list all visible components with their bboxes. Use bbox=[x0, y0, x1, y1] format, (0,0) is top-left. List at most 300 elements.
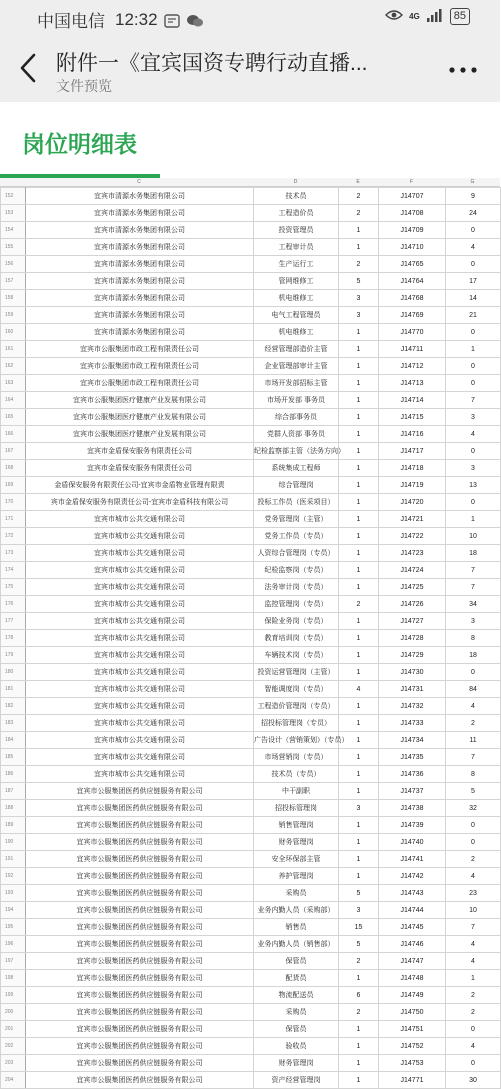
headcount-cell[interactable]: 1 bbox=[339, 664, 379, 681]
applicant-count-cell[interactable]: 17 bbox=[446, 273, 501, 290]
company-cell[interactable]: 宜宾市公服集团医药供应链服务有限公司 bbox=[26, 953, 254, 970]
headcount-cell[interactable]: 1 bbox=[339, 715, 379, 732]
applicant-count-cell[interactable]: 1 bbox=[446, 970, 501, 987]
company-cell[interactable]: 宜宾市清源水务集团有限公司 bbox=[26, 307, 254, 324]
company-cell[interactable]: 宜宾市公服集团医药供应链服务有限公司 bbox=[26, 1038, 254, 1055]
applicant-count-cell[interactable]: 34 bbox=[446, 596, 501, 613]
company-cell[interactable]: 宜宾市公服集团医药供应链服务有限公司 bbox=[26, 1072, 254, 1089]
company-cell[interactable]: 宜宾市公服集团医药供应链服务有限公司 bbox=[26, 919, 254, 936]
headcount-cell[interactable]: 1 bbox=[339, 460, 379, 477]
position-code-cell[interactable]: J14726 bbox=[379, 596, 446, 613]
company-cell[interactable]: 宜宾市城市公共交通有限公司 bbox=[26, 698, 254, 715]
position-cell[interactable]: 经营管理部造价主管 bbox=[254, 341, 339, 358]
position-code-cell[interactable]: J14744 bbox=[379, 902, 446, 919]
applicant-count-cell[interactable]: 5 bbox=[446, 783, 501, 800]
company-cell[interactable]: 宜宾市清源水务集团有限公司 bbox=[26, 324, 254, 341]
position-cell[interactable]: 广告设计（营销策划）（专员） bbox=[254, 732, 339, 749]
company-cell[interactable]: 宜宾市公服集团医药供应链服务有限公司 bbox=[26, 817, 254, 834]
position-cell[interactable]: 招投标管理岗 bbox=[254, 800, 339, 817]
position-code-cell[interactable]: J14714 bbox=[379, 392, 446, 409]
status-left bbox=[37, 7, 202, 32]
applicant-count-cell[interactable]: 0 bbox=[446, 834, 501, 851]
position-code-cell[interactable]: J14727 bbox=[379, 613, 446, 630]
position-cell[interactable]: 技术员（专员） bbox=[254, 766, 339, 783]
headcount-cell[interactable]: 1 bbox=[339, 511, 379, 528]
position-code-cell[interactable]: J14735 bbox=[379, 749, 446, 766]
applicant-count-cell[interactable]: 13 bbox=[446, 477, 501, 494]
position-cell[interactable]: 机电维修工 bbox=[254, 324, 339, 341]
table-row bbox=[1, 579, 501, 596]
position-cell[interactable]: 采购员 bbox=[254, 885, 339, 902]
applicant-count-cell[interactable]: 0 bbox=[446, 817, 501, 834]
headcount-cell[interactable]: 1 bbox=[339, 341, 379, 358]
applicant-count-cell[interactable]: 3 bbox=[446, 460, 501, 477]
company-cell[interactable]: 金盾保安服务有限责任公司-宜宾市金盾物业管理有限责 bbox=[26, 477, 254, 494]
table-row bbox=[1, 732, 501, 749]
position-code-cell[interactable]: J14716 bbox=[379, 426, 446, 443]
company-cell[interactable]: 宜宾市城市公共交通有限公司 bbox=[26, 647, 254, 664]
applicant-count-cell[interactable]: 0 bbox=[446, 324, 501, 341]
position-code-cell[interactable]: J14730 bbox=[379, 664, 446, 681]
sheet-tab-label[interactable]: 岗位明细表 bbox=[22, 131, 137, 157]
company-cell[interactable]: 宜宾市城市公共交通有限公司 bbox=[26, 664, 254, 681]
more-options-button[interactable] bbox=[446, 58, 480, 82]
headcount-cell[interactable]: 1 bbox=[339, 562, 379, 579]
position-cell[interactable]: 党群人资部 事务员 bbox=[254, 426, 339, 443]
applicant-count-cell[interactable]: 7 bbox=[446, 392, 501, 409]
position-cell[interactable]: 系统集成工程师 bbox=[254, 460, 339, 477]
headcount-cell[interactable]: 1 bbox=[339, 630, 379, 647]
company-cell[interactable]: 宜宾市清源水务集团有限公司 bbox=[26, 205, 254, 222]
table-row bbox=[1, 426, 501, 443]
applicant-count-cell[interactable]: 23 bbox=[446, 885, 501, 902]
applicant-count-cell[interactable]: 32 bbox=[446, 800, 501, 817]
position-cell[interactable]: 保管员 bbox=[254, 953, 339, 970]
company-cell[interactable]: 宜宾市城市公共交通有限公司 bbox=[26, 715, 254, 732]
position-code-cell[interactable]: J14723 bbox=[379, 545, 446, 562]
position-code-cell[interactable]: J14750 bbox=[379, 1004, 446, 1021]
row-number: 183 bbox=[1, 715, 26, 732]
column-header-d[interactable]: D bbox=[293, 179, 298, 185]
row-number: 185 bbox=[1, 749, 26, 766]
headcount-cell[interactable]: 2 bbox=[339, 596, 379, 613]
position-code-cell[interactable]: J14751 bbox=[379, 1021, 446, 1038]
applicant-count-cell[interactable]: 0 bbox=[446, 358, 501, 375]
position-cell[interactable]: 法务审计岗（专员） bbox=[254, 579, 339, 596]
applicant-count-cell[interactable]: 8 bbox=[446, 766, 501, 783]
position-code-cell[interactable]: J14717 bbox=[379, 443, 446, 460]
applicant-count-cell[interactable]: 2 bbox=[446, 1004, 501, 1021]
headcount-cell[interactable]: 5 bbox=[339, 885, 379, 902]
applicant-count-cell[interactable]: 0 bbox=[446, 222, 501, 239]
row-number: 168 bbox=[1, 460, 26, 477]
position-cell[interactable]: 中干副职 bbox=[254, 783, 339, 800]
applicant-count-cell[interactable]: 84 bbox=[446, 681, 501, 698]
position-code-cell[interactable]: J14742 bbox=[379, 868, 446, 885]
position-cell[interactable]: 企业管理部审计主管 bbox=[254, 358, 339, 375]
table-row bbox=[1, 664, 501, 681]
company-cell[interactable]: 宜宾市城市公共交通有限公司 bbox=[26, 766, 254, 783]
company-cell[interactable]: 宜宾市公服集团医药供应链服务有限公司 bbox=[26, 936, 254, 953]
headcount-cell[interactable]: 3 bbox=[339, 290, 379, 307]
document-title: 附件一《宜宾国资专聘行动直播... bbox=[56, 52, 368, 75]
position-cell[interactable]: 人资综合管理岗（专员） bbox=[254, 545, 339, 562]
position-code-cell[interactable]: J14770 bbox=[379, 324, 446, 341]
applicant-count-cell[interactable]: 7 bbox=[446, 562, 501, 579]
applicant-count-cell[interactable]: 9 bbox=[446, 188, 501, 205]
applicant-count-cell[interactable]: 7 bbox=[446, 749, 501, 766]
company-cell[interactable]: 宜宾市城市公共交通有限公司 bbox=[26, 545, 254, 562]
position-cell[interactable]: 资产经营管理岗 bbox=[254, 1072, 339, 1089]
position-cell[interactable]: 配货员 bbox=[254, 970, 339, 987]
applicant-count-cell[interactable]: 4 bbox=[446, 698, 501, 715]
applicant-count-cell[interactable]: 24 bbox=[446, 205, 501, 222]
position-cell[interactable]: 采购员 bbox=[254, 1004, 339, 1021]
headcount-cell[interactable]: 1 bbox=[339, 783, 379, 800]
headcount-cell[interactable]: 1 bbox=[339, 970, 379, 987]
headcount-cell[interactable]: 1 bbox=[339, 375, 379, 392]
applicant-count-cell[interactable]: 7 bbox=[446, 919, 501, 936]
position-code-cell[interactable]: J14713 bbox=[379, 375, 446, 392]
company-cell[interactable]: 宜宾市公服集团市政工程有限责任公司 bbox=[26, 358, 254, 375]
company-cell[interactable]: 宜宾市公服集团医药供应链服务有限公司 bbox=[26, 987, 254, 1004]
applicant-count-cell[interactable]: 14 bbox=[446, 290, 501, 307]
applicant-count-cell[interactable]: 0 bbox=[446, 1021, 501, 1038]
company-cell[interactable]: 宜宾市城市公共交通有限公司 bbox=[26, 562, 254, 579]
headcount-cell[interactable]: 1 bbox=[339, 834, 379, 851]
position-code-cell[interactable]: J14765 bbox=[379, 256, 446, 273]
row-number: 191 bbox=[1, 851, 26, 868]
position-cell[interactable]: 综合管理岗 bbox=[254, 477, 339, 494]
position-code-cell[interactable]: J14728 bbox=[379, 630, 446, 647]
position-cell[interactable]: 验收员 bbox=[254, 1038, 339, 1055]
applicant-count-cell[interactable]: 0 bbox=[446, 664, 501, 681]
headcount-cell[interactable]: 1 bbox=[339, 443, 379, 460]
company-cell[interactable]: 宜宾市城市公共交通有限公司 bbox=[26, 630, 254, 647]
headcount-cell[interactable]: 2 bbox=[339, 205, 379, 222]
position-code-cell[interactable]: J14712 bbox=[379, 358, 446, 375]
position-cell[interactable]: 市场营销岗（专员） bbox=[254, 749, 339, 766]
applicant-count-cell[interactable]: 0 bbox=[446, 375, 501, 392]
applicant-count-cell[interactable]: 4 bbox=[446, 239, 501, 256]
company-cell[interactable]: 宜宾市公服集团市政工程有限责任公司 bbox=[26, 341, 254, 358]
headcount-cell[interactable]: 1 bbox=[339, 222, 379, 239]
headcount-cell[interactable]: 1 bbox=[339, 1072, 379, 1089]
table-row bbox=[1, 324, 501, 341]
company-cell[interactable]: 宜宾市金盾保安服务有限责任公司 bbox=[26, 443, 254, 460]
headcount-cell[interactable]: 6 bbox=[339, 987, 379, 1004]
table-row bbox=[1, 902, 501, 919]
headcount-cell[interactable]: 3 bbox=[339, 800, 379, 817]
position-code-cell[interactable]: J14721 bbox=[379, 511, 446, 528]
headcount-cell[interactable]: 1 bbox=[339, 426, 379, 443]
company-cell[interactable]: 宜宾市清源水务集团有限公司 bbox=[26, 188, 254, 205]
position-cell[interactable]: 工程审计员 bbox=[254, 239, 339, 256]
position-cell[interactable]: 业务内勤人员（销售部） bbox=[254, 936, 339, 953]
position-cell[interactable]: 监控管理岗（专员） bbox=[254, 596, 339, 613]
headcount-cell[interactable]: 1 bbox=[339, 868, 379, 885]
position-code-cell[interactable]: J14752 bbox=[379, 1038, 446, 1055]
position-cell[interactable]: 招投标管理岗（专员） bbox=[254, 715, 339, 732]
headcount-cell[interactable]: 1 bbox=[339, 647, 379, 664]
headcount-cell[interactable]: 5 bbox=[339, 273, 379, 290]
headcount-cell[interactable]: 1 bbox=[339, 239, 379, 256]
applicant-count-cell[interactable]: 0 bbox=[446, 1055, 501, 1072]
company-cell[interactable]: 宜宾市城市公共交通有限公司 bbox=[26, 732, 254, 749]
company-cell[interactable]: 宜宾市公服集团医药供应链服务有限公司 bbox=[26, 834, 254, 851]
position-cell[interactable]: 纪检监察部主管（法务方向） bbox=[254, 443, 339, 460]
headcount-cell[interactable]: 1 bbox=[339, 392, 379, 409]
position-code-cell[interactable]: J14745 bbox=[379, 919, 446, 936]
headcount-cell[interactable]: 2 bbox=[339, 1004, 379, 1021]
applicant-count-cell[interactable]: 2 bbox=[446, 715, 501, 732]
company-cell[interactable]: 宜宾市公服集团医药供应链服务有限公司 bbox=[26, 970, 254, 987]
company-cell[interactable]: 宜宾市城市公共交通有限公司 bbox=[26, 596, 254, 613]
headcount-cell[interactable]: 1 bbox=[339, 1038, 379, 1055]
company-cell[interactable]: 宜宾市公服集团市政工程有限责任公司 bbox=[26, 375, 254, 392]
position-code-cell[interactable]: J14771 bbox=[379, 1072, 446, 1089]
column-header-g[interactable]: G bbox=[470, 179, 475, 185]
position-code-cell[interactable]: J14710 bbox=[379, 239, 446, 256]
position-code-cell[interactable]: J14709 bbox=[379, 222, 446, 239]
headcount-cell[interactable]: 2 bbox=[339, 953, 379, 970]
company-cell[interactable]: 宜宾市公服集团医疗健康产业发展有限公司 bbox=[26, 426, 254, 443]
position-cell[interactable]: 物流配送员 bbox=[254, 987, 339, 1004]
position-code-cell[interactable]: J14718 bbox=[379, 460, 446, 477]
company-cell[interactable]: 宜宾市公服集团医药供应链服务有限公司 bbox=[26, 1021, 254, 1038]
company-cell[interactable]: 宜宾市公服集团医药供应链服务有限公司 bbox=[26, 868, 254, 885]
headcount-cell[interactable]: 1 bbox=[339, 324, 379, 341]
headcount-cell[interactable]: 3 bbox=[339, 307, 379, 324]
applicant-count-cell[interactable]: 4 bbox=[446, 953, 501, 970]
position-code-cell[interactable]: J14708 bbox=[379, 205, 446, 222]
position-code-cell[interactable]: J14711 bbox=[379, 341, 446, 358]
position-cell[interactable]: 保险业务岗（专员） bbox=[254, 613, 339, 630]
spreadsheet-grid[interactable] bbox=[0, 178, 500, 1083]
applicant-count-cell[interactable]: 4 bbox=[446, 1038, 501, 1055]
company-cell[interactable]: 宜宾市公服集团医疗健康产业发展有限公司 bbox=[26, 392, 254, 409]
position-code-cell[interactable]: J14739 bbox=[379, 817, 446, 834]
position-cell[interactable]: 综合部事务员 bbox=[254, 409, 339, 426]
applicant-count-cell[interactable]: 1 bbox=[446, 341, 501, 358]
company-cell[interactable]: 宜宾市城市公共交通有限公司 bbox=[26, 528, 254, 545]
position-code-cell[interactable]: J14764 bbox=[379, 273, 446, 290]
position-code-cell[interactable]: J14734 bbox=[379, 732, 446, 749]
headcount-cell[interactable]: 1 bbox=[339, 1021, 379, 1038]
company-cell[interactable]: 宜宾市公服集团医药供应链服务有限公司 bbox=[26, 1004, 254, 1021]
company-cell[interactable]: 宜宾市公服集团医疗健康产业发展有限公司 bbox=[26, 409, 254, 426]
position-cell[interactable]: 管网维修工 bbox=[254, 273, 339, 290]
row-number: 175 bbox=[1, 579, 26, 596]
position-code-cell[interactable]: J14707 bbox=[379, 188, 446, 205]
applicant-count-cell[interactable]: 0 bbox=[446, 494, 501, 511]
applicant-count-cell[interactable]: 18 bbox=[446, 545, 501, 562]
headcount-cell[interactable]: 2 bbox=[339, 188, 379, 205]
table-row bbox=[1, 1055, 501, 1072]
position-cell[interactable]: 党务工作员（专员） bbox=[254, 528, 339, 545]
position-cell[interactable]: 安全环保部主管 bbox=[254, 851, 339, 868]
position-code-cell[interactable]: J14722 bbox=[379, 528, 446, 545]
row-number: 170 bbox=[1, 494, 26, 511]
applicant-count-cell[interactable]: 7 bbox=[446, 579, 501, 596]
headcount-cell[interactable]: 1 bbox=[339, 579, 379, 596]
position-cell[interactable]: 技术员 bbox=[254, 188, 339, 205]
row-number: 178 bbox=[1, 630, 26, 647]
position-cell[interactable]: 业务内勤人员（采购部） bbox=[254, 902, 339, 919]
position-cell[interactable]: 教育培训岗（专员） bbox=[254, 630, 339, 647]
headcount-cell[interactable]: 2 bbox=[339, 256, 379, 273]
company-cell[interactable]: 宜宾市清源水务集团有限公司 bbox=[26, 273, 254, 290]
headcount-cell[interactable]: 1 bbox=[339, 749, 379, 766]
position-code-cell[interactable]: J14768 bbox=[379, 290, 446, 307]
headcount-cell[interactable]: 1 bbox=[339, 494, 379, 511]
headcount-cell[interactable]: 1 bbox=[339, 851, 379, 868]
company-cell[interactable]: 宜宾市城市公共交通有限公司 bbox=[26, 579, 254, 596]
row-number: 197 bbox=[1, 953, 26, 970]
table-row bbox=[1, 630, 501, 647]
position-cell[interactable]: 保管员 bbox=[254, 1021, 339, 1038]
applicant-count-cell[interactable]: 10 bbox=[446, 902, 501, 919]
sheet-tab-bar bbox=[0, 102, 500, 178]
position-code-cell[interactable]: J14724 bbox=[379, 562, 446, 579]
headcount-cell[interactable]: 1 bbox=[339, 528, 379, 545]
company-cell[interactable]: 宜宾市公服集团医药供应链服务有限公司 bbox=[26, 885, 254, 902]
row-number: 188 bbox=[1, 800, 26, 817]
position-cell[interactable]: 销售员 bbox=[254, 919, 339, 936]
company-cell[interactable]: 宜宾市城市公共交通有限公司 bbox=[26, 749, 254, 766]
position-cell[interactable]: 投资管理员 bbox=[254, 222, 339, 239]
position-code-cell[interactable]: J14753 bbox=[379, 1055, 446, 1072]
row-number: 171 bbox=[1, 511, 26, 528]
position-cell[interactable]: 机电维修工 bbox=[254, 290, 339, 307]
row-number: 166 bbox=[1, 426, 26, 443]
applicant-count-cell[interactable]: 3 bbox=[446, 613, 501, 630]
back-button[interactable] bbox=[14, 48, 42, 88]
company-cell[interactable]: 宜宾市城市公共交通有限公司 bbox=[26, 511, 254, 528]
applicant-count-cell[interactable]: 1 bbox=[446, 511, 501, 528]
position-code-cell[interactable]: J14746 bbox=[379, 936, 446, 953]
position-code-cell[interactable]: J14738 bbox=[379, 800, 446, 817]
position-code-cell[interactable]: J14740 bbox=[379, 834, 446, 851]
headcount-cell[interactable]: 4 bbox=[339, 681, 379, 698]
position-code-cell[interactable]: J14741 bbox=[379, 851, 446, 868]
position-code-cell[interactable]: J14725 bbox=[379, 579, 446, 596]
headcount-cell[interactable]: 1 bbox=[339, 613, 379, 630]
position-code-cell[interactable]: J14732 bbox=[379, 698, 446, 715]
applicant-count-cell[interactable]: 0 bbox=[446, 443, 501, 460]
position-cell[interactable]: 市场开发部 事务员 bbox=[254, 392, 339, 409]
company-cell[interactable]: 宾市金盾保安服务有限责任公司-宜宾市金盾科技有限公司 bbox=[26, 494, 254, 511]
position-code-cell[interactable]: J14715 bbox=[379, 409, 446, 426]
company-cell[interactable]: 宜宾市公服集团医药供应链服务有限公司 bbox=[26, 1055, 254, 1072]
headcount-cell[interactable]: 1 bbox=[339, 698, 379, 715]
applicant-count-cell[interactable]: 4 bbox=[446, 868, 501, 885]
headcount-cell[interactable]: 1 bbox=[339, 1055, 379, 1072]
company-cell[interactable]: 宜宾市城市公共交通有限公司 bbox=[26, 681, 254, 698]
position-code-cell[interactable]: J14743 bbox=[379, 885, 446, 902]
position-cell[interactable]: 电气工程管理员 bbox=[254, 307, 339, 324]
position-code-cell[interactable]: J14719 bbox=[379, 477, 446, 494]
position-code-cell[interactable]: J14733 bbox=[379, 715, 446, 732]
company-cell[interactable]: 宜宾市公服集团医药供应链服务有限公司 bbox=[26, 902, 254, 919]
headcount-cell[interactable]: 1 bbox=[339, 766, 379, 783]
position-code-cell[interactable]: J14729 bbox=[379, 647, 446, 664]
applicant-count-cell[interactable]: 2 bbox=[446, 987, 501, 1004]
headcount-cell[interactable]: 5 bbox=[339, 936, 379, 953]
position-code-cell[interactable]: J14769 bbox=[379, 307, 446, 324]
applicant-count-cell[interactable]: 0 bbox=[446, 256, 501, 273]
position-code-cell[interactable]: J14720 bbox=[379, 494, 446, 511]
position-cell[interactable]: 工程造价员 bbox=[254, 205, 339, 222]
position-cell[interactable]: 智能调度岗（专员） bbox=[254, 681, 339, 698]
table-row bbox=[1, 1021, 501, 1038]
position-code-cell[interactable]: J14737 bbox=[379, 783, 446, 800]
row-number: 160 bbox=[1, 324, 26, 341]
company-cell[interactable]: 宜宾市公服集团医药供应链服务有限公司 bbox=[26, 851, 254, 868]
applicant-count-cell[interactable]: 10 bbox=[446, 528, 501, 545]
position-cell[interactable]: 生产运行工 bbox=[254, 256, 339, 273]
column-header-f[interactable]: F bbox=[409, 179, 414, 185]
position-cell[interactable]: 养护管理岗 bbox=[254, 868, 339, 885]
headcount-cell[interactable]: 1 bbox=[339, 477, 379, 494]
headcount-cell[interactable]: 3 bbox=[339, 902, 379, 919]
headcount-cell[interactable]: 1 bbox=[339, 817, 379, 834]
row-number: 179 bbox=[1, 647, 26, 664]
table-row bbox=[1, 987, 501, 1004]
position-code-cell[interactable]: J14736 bbox=[379, 766, 446, 783]
company-cell[interactable]: 宜宾市清源水务集团有限公司 bbox=[26, 239, 254, 256]
position-cell[interactable]: 销售管理岗 bbox=[254, 817, 339, 834]
position-code-cell[interactable]: J14731 bbox=[379, 681, 446, 698]
position-code-cell[interactable]: J14748 bbox=[379, 970, 446, 987]
company-cell[interactable]: 宜宾市公服集团医药供应链服务有限公司 bbox=[26, 800, 254, 817]
position-cell[interactable]: 财务管理岗 bbox=[254, 834, 339, 851]
headcount-cell[interactable]: 15 bbox=[339, 919, 379, 936]
applicant-count-cell[interactable]: 21 bbox=[446, 307, 501, 324]
company-cell[interactable]: 宜宾市金盾保安服务有限责任公司 bbox=[26, 460, 254, 477]
column-header-c[interactable]: C bbox=[137, 179, 141, 185]
applicant-count-cell[interactable]: 8 bbox=[446, 630, 501, 647]
position-cell[interactable]: 党务管理岗（主管） bbox=[254, 511, 339, 528]
company-cell[interactable]: 宜宾市清源水务集团有限公司 bbox=[26, 222, 254, 239]
headcount-cell[interactable]: 1 bbox=[339, 732, 379, 749]
applicant-count-cell[interactable]: 18 bbox=[446, 647, 501, 664]
position-cell[interactable]: 投标工作员（医采项目） bbox=[254, 494, 339, 511]
company-cell[interactable]: 宜宾市公服集团医药供应链服务有限公司 bbox=[26, 783, 254, 800]
position-cell[interactable]: 纪检监察岗（专员） bbox=[254, 562, 339, 579]
position-cell[interactable]: 财务管理岗 bbox=[254, 1055, 339, 1072]
applicant-count-cell[interactable]: 2 bbox=[446, 851, 501, 868]
position-code-cell[interactable]: J14749 bbox=[379, 987, 446, 1004]
applicant-count-cell[interactable]: 30 bbox=[446, 1072, 501, 1089]
headcount-cell[interactable]: 1 bbox=[339, 358, 379, 375]
position-code-cell[interactable]: J14747 bbox=[379, 953, 446, 970]
position-cell[interactable]: 投资运营管理岗（主管） bbox=[254, 664, 339, 681]
position-cell[interactable]: 车辆技术岗（专员） bbox=[254, 647, 339, 664]
headcount-cell[interactable]: 1 bbox=[339, 409, 379, 426]
position-cell[interactable]: 市场开发部招标主管 bbox=[254, 375, 339, 392]
headcount-cell[interactable]: 1 bbox=[339, 545, 379, 562]
column-header-e[interactable]: E bbox=[356, 179, 360, 185]
company-cell[interactable]: 宜宾市城市公共交通有限公司 bbox=[26, 613, 254, 630]
company-cell[interactable]: 宜宾市清源水务集团有限公司 bbox=[26, 256, 254, 273]
applicant-count-cell[interactable]: 4 bbox=[446, 426, 501, 443]
applicant-count-cell[interactable]: 3 bbox=[446, 409, 501, 426]
applicant-count-cell[interactable]: 11 bbox=[446, 732, 501, 749]
position-cell[interactable]: 工程造价管理岗（专员） bbox=[254, 698, 339, 715]
company-cell[interactable]: 宜宾市清源水务集团有限公司 bbox=[26, 290, 254, 307]
applicant-count-cell[interactable]: 4 bbox=[446, 936, 501, 953]
